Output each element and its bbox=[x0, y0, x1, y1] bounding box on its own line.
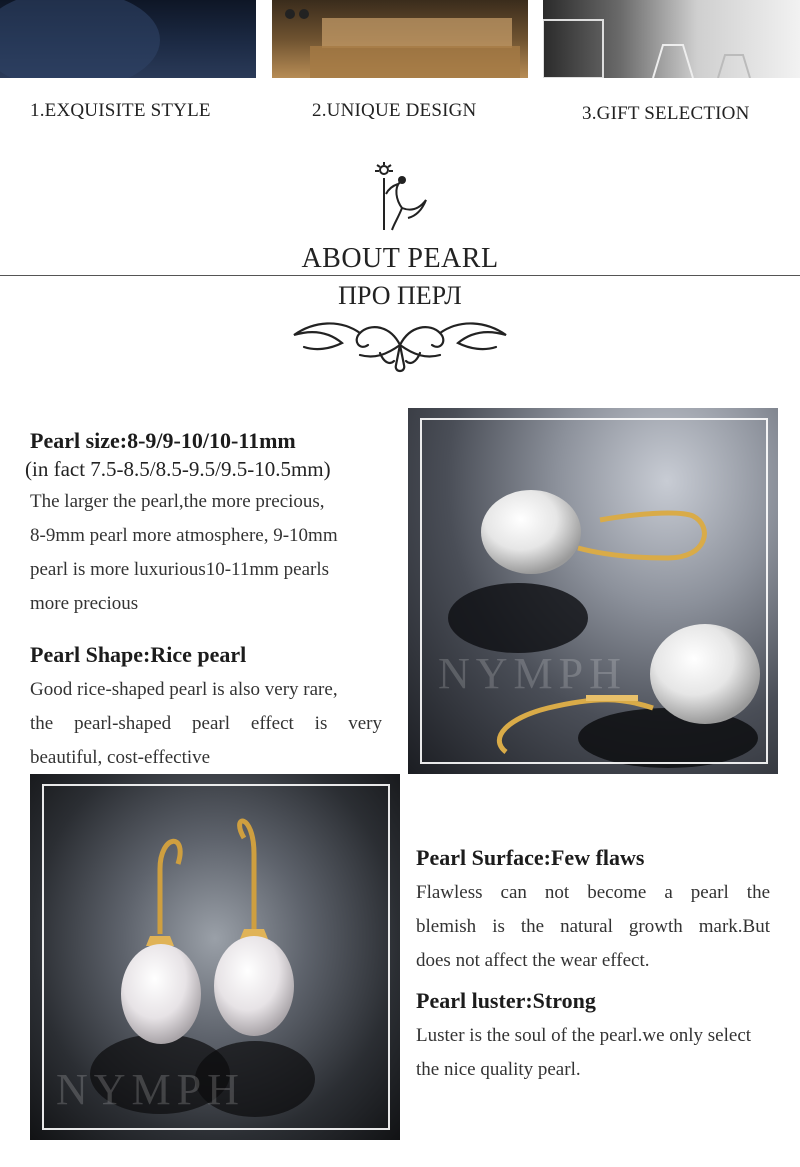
pearl-size-line: more precious bbox=[30, 593, 139, 614]
pearl-surface-line: blemish is the natural growth mark.But bbox=[416, 916, 770, 937]
style-photo-art bbox=[0, 0, 256, 78]
about-pearl-title: ABOUT PEARL bbox=[301, 243, 499, 274]
pearl-surface-line: Flawless can not become a pearl the bbox=[416, 882, 770, 903]
caption-exquisite-style: 1.EXQUISITE STYLE bbox=[30, 100, 211, 121]
ornament-flourish-icon bbox=[290, 315, 510, 381]
pearl-luster-heading: Pearl luster:Strong bbox=[416, 988, 596, 1013]
nymph-watermark: NYMPH bbox=[56, 1065, 245, 1114]
mermaid-logo-icon bbox=[372, 160, 432, 232]
pearl-shape-heading: Pearl Shape:Rice pearl bbox=[30, 642, 247, 667]
pearl-surface-body bbox=[416, 876, 770, 978]
design-photo bbox=[272, 0, 528, 78]
section-divider bbox=[0, 275, 800, 276]
pearl-shape-line: Good rice-shaped pearl is also very rare, bbox=[30, 679, 338, 700]
pearl-surface-line: does not affect the wear effect. bbox=[416, 950, 650, 971]
about-pearl-subtitle: ПРО ПЕРЛ bbox=[338, 281, 462, 310]
pearl-size-line: The larger the pearl,the more precious, bbox=[30, 491, 325, 512]
earring-photo-front bbox=[30, 774, 400, 1140]
gift-photo bbox=[543, 0, 800, 78]
pearl-surface-heading: Pearl Surface:Few flaws bbox=[416, 845, 645, 870]
pearl-shape-line: beautiful, cost-effective bbox=[30, 747, 211, 768]
style-photo bbox=[0, 0, 256, 78]
gift-photo-art bbox=[543, 0, 800, 78]
caption-gift-selection: 3.GIFT SELECTION bbox=[582, 103, 750, 124]
pearl-size-heading: Pearl size:8-9/9-10/10-11mm bbox=[30, 428, 296, 453]
pearl-shape-body bbox=[30, 673, 382, 775]
pearl-size-line: pearl is more luxurious10-11mm pearls bbox=[30, 559, 330, 580]
design-photo-art bbox=[272, 0, 528, 78]
pearl-shape-line: the pearl-shaped pearl effect is very bbox=[30, 713, 382, 734]
caption-unique-design: 2.UNIQUE DESIGN bbox=[312, 100, 477, 121]
earring-photo-side bbox=[408, 408, 778, 774]
pearl-luster-body bbox=[416, 1019, 770, 1087]
pearl-size-note: (in fact 7.5-8.5/8.5-9.5/9.5-10.5mm) bbox=[25, 457, 331, 481]
pearl-luster-line: the nice quality pearl. bbox=[416, 1059, 581, 1080]
pearl-size-line: 8-9mm pearl more atmosphere, 9-10mm bbox=[30, 525, 338, 546]
pearl-size-body bbox=[30, 485, 400, 621]
pearl-luster-line: Luster is the soul of the pearl.we only select bbox=[416, 1025, 752, 1046]
nymph-watermark: NYMPH bbox=[438, 649, 627, 698]
photo-frame bbox=[420, 418, 768, 764]
